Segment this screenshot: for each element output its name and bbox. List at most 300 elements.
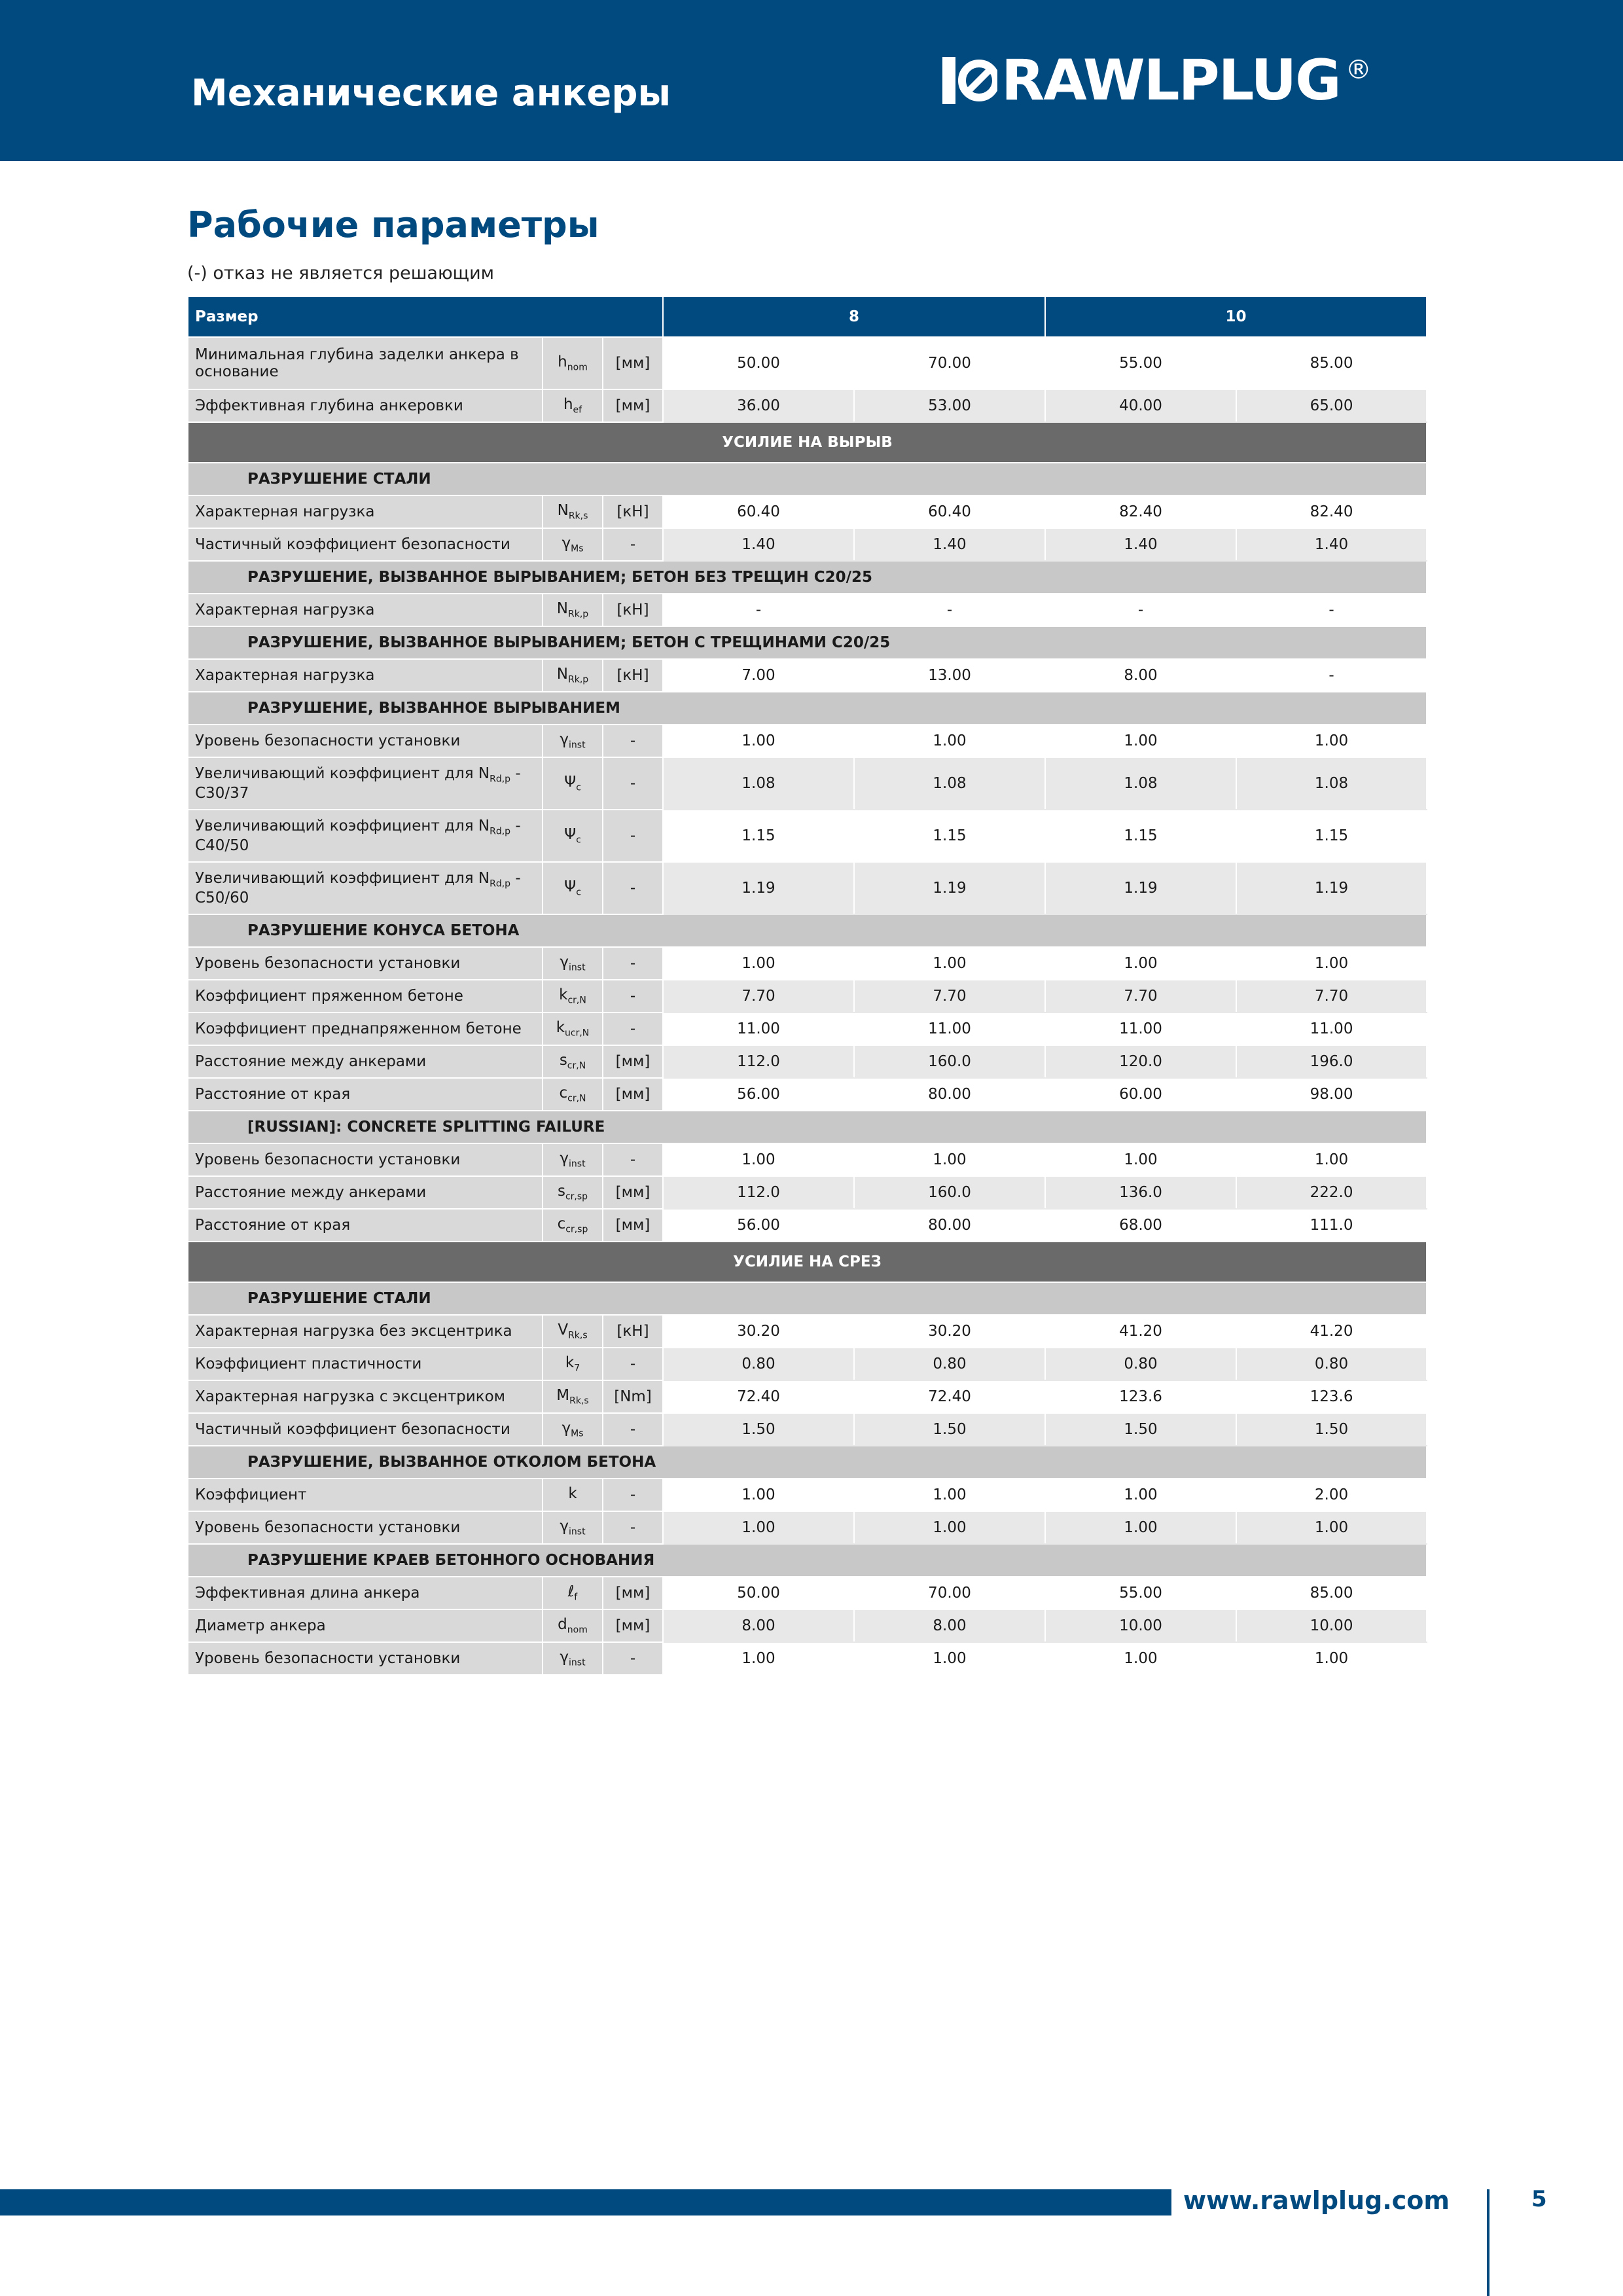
subsection-label: РАЗРУШЕНИЕ, ВЫЗВАННОЕ ВЫРЫВАНИЕМ; БЕТОН БЕЗ ТРЕЩИН C20/25 bbox=[188, 561, 1427, 594]
value-cell: 60.40 bbox=[854, 495, 1045, 528]
symbol-cell bbox=[543, 1209, 603, 1242]
unit-cell: - bbox=[603, 862, 663, 914]
parameter-label bbox=[188, 862, 543, 914]
section-header-row bbox=[188, 1242, 1427, 1282]
section-header-label: УСИЛИЕ НА СРЕЗ bbox=[188, 1242, 1427, 1282]
value-cell: 1.19 bbox=[1045, 862, 1236, 914]
value-cell: 80.00 bbox=[854, 1078, 1045, 1111]
symbol: c bbox=[557, 1215, 566, 1233]
value-cell: 30.20 bbox=[854, 1315, 1045, 1348]
value-cell: 1.00 bbox=[854, 1479, 1045, 1511]
parameter-subscript: Rd,p bbox=[490, 774, 511, 785]
legend-note: (-) отказ не является решающим bbox=[187, 263, 495, 283]
parameter-label bbox=[188, 337, 543, 389]
page-header bbox=[0, 0, 1623, 161]
value-cell: 1.00 bbox=[1045, 947, 1236, 980]
subsection-row bbox=[188, 692, 1427, 725]
symbol: γ bbox=[562, 1420, 571, 1437]
parameter-text: Частичный коэффициент безопасности bbox=[195, 536, 510, 553]
symbol: d bbox=[558, 1616, 567, 1634]
value-cell: 55.00 bbox=[1045, 337, 1236, 389]
value-cell: 82.40 bbox=[1236, 495, 1427, 528]
symbol-subscript: Rk,s bbox=[568, 511, 588, 522]
value-cell: 65.00 bbox=[1236, 389, 1427, 422]
value-cell: 1.40 bbox=[1236, 528, 1427, 561]
value-cell: 11.00 bbox=[663, 1013, 854, 1045]
symbol-subscript: Ms bbox=[571, 543, 584, 554]
value-cell: 55.00 bbox=[1045, 1577, 1236, 1609]
table-row bbox=[188, 1209, 1427, 1242]
symbol-cell bbox=[543, 495, 603, 528]
parameter-text: Минимальная глубина заделки анкера в основание bbox=[195, 346, 519, 380]
subsection-row bbox=[188, 914, 1427, 947]
subsection-row bbox=[188, 626, 1427, 659]
table-row bbox=[188, 947, 1427, 980]
value-cell: 70.00 bbox=[854, 1577, 1045, 1609]
value-cell: 1.15 bbox=[663, 810, 854, 862]
parameter-label bbox=[188, 1045, 543, 1078]
parameter-text: Коэффициент пластичности bbox=[195, 1355, 422, 1372]
parameter-text: Эффективная длина анкера bbox=[195, 1585, 420, 1602]
unit-cell: - bbox=[603, 1479, 663, 1511]
parameter-text: Уровень безопасности установки bbox=[195, 955, 461, 972]
value-cell: 1.00 bbox=[663, 1143, 854, 1176]
value-cell: 1.00 bbox=[1045, 725, 1236, 757]
value-cell: 1.15 bbox=[1236, 810, 1427, 862]
table-row bbox=[188, 1380, 1427, 1413]
brand-logo bbox=[942, 48, 1372, 113]
value-cell: 13.00 bbox=[854, 659, 1045, 692]
symbol-cell bbox=[543, 1315, 603, 1348]
symbol-cell bbox=[543, 862, 603, 914]
symbol-subscript: Rk,p bbox=[568, 674, 589, 685]
unit-cell: [мм] bbox=[603, 1577, 663, 1609]
registered-mark: ® bbox=[1345, 55, 1372, 85]
value-cell: 40.00 bbox=[1045, 389, 1236, 422]
symbol-cell bbox=[543, 1609, 603, 1642]
table-row bbox=[188, 862, 1427, 914]
unit-cell: [мм] bbox=[603, 1176, 663, 1209]
symbol-cell bbox=[543, 594, 603, 626]
symbol-subscript: Rk,s bbox=[568, 1330, 588, 1341]
value-cell: 36.00 bbox=[663, 389, 854, 422]
parameter-label bbox=[188, 1609, 543, 1642]
parameter-label bbox=[188, 1413, 543, 1446]
symbol-cell bbox=[543, 389, 603, 422]
value-cell: 72.40 bbox=[663, 1380, 854, 1413]
subsection-row bbox=[188, 1111, 1427, 1143]
symbol-subscript: cr,N bbox=[567, 995, 586, 1006]
subsection-label: РАЗРУШЕНИЕ КОНУСА БЕТОНА bbox=[188, 914, 1427, 947]
symbol-cell bbox=[543, 1348, 603, 1380]
symbol: N bbox=[556, 666, 569, 683]
symbol: ℓ bbox=[567, 1583, 575, 1601]
value-cell: 0.80 bbox=[663, 1348, 854, 1380]
section-title: Рабочие параметры bbox=[187, 204, 599, 245]
unit-cell: [кН] bbox=[603, 594, 663, 626]
value-cell: 160.0 bbox=[854, 1045, 1045, 1078]
value-cell: 8.00 bbox=[854, 1609, 1045, 1642]
value-cell: 7.70 bbox=[1045, 980, 1236, 1013]
value-cell: 60.00 bbox=[1045, 1078, 1236, 1111]
symbol-subscript: f bbox=[574, 1592, 578, 1603]
symbol: Ψ bbox=[564, 878, 577, 896]
value-cell: 1.08 bbox=[663, 757, 854, 810]
value-cell: 80.00 bbox=[854, 1209, 1045, 1242]
subsection-row bbox=[188, 463, 1427, 495]
table-row bbox=[188, 528, 1427, 561]
value-cell: 1.15 bbox=[1045, 810, 1236, 862]
symbol-cell bbox=[543, 528, 603, 561]
value-cell: 1.00 bbox=[854, 1143, 1045, 1176]
parameters-table bbox=[187, 296, 1427, 1676]
symbol-cell bbox=[543, 337, 603, 389]
unit-cell: - bbox=[603, 1013, 663, 1045]
subsection-label: РАЗРУШЕНИЕ СТАЛИ bbox=[188, 463, 1427, 495]
symbol: V bbox=[558, 1321, 569, 1339]
symbol-cell bbox=[543, 659, 603, 692]
table-row bbox=[188, 1642, 1427, 1675]
value-cell: - bbox=[1045, 594, 1236, 626]
value-cell: 10.00 bbox=[1236, 1609, 1427, 1642]
parameter-label bbox=[188, 659, 543, 692]
footer-bar bbox=[0, 2189, 1171, 2215]
symbol: γ bbox=[560, 1649, 569, 1666]
unit-cell: - bbox=[603, 1413, 663, 1446]
symbol-subscript: inst bbox=[569, 1657, 586, 1668]
symbol-cell bbox=[543, 1642, 603, 1675]
table-row bbox=[188, 495, 1427, 528]
value-cell: 0.80 bbox=[854, 1348, 1045, 1380]
footer-divider bbox=[1487, 2189, 1489, 2296]
value-cell: 72.40 bbox=[854, 1380, 1045, 1413]
parameter-text: Частичный коэффициент безопасности bbox=[195, 1421, 510, 1438]
value-cell: 1.50 bbox=[1045, 1413, 1236, 1446]
value-cell: 0.80 bbox=[1236, 1348, 1427, 1380]
table-row bbox=[188, 659, 1427, 692]
value-cell: 222.0 bbox=[1236, 1176, 1427, 1209]
value-cell: 53.00 bbox=[854, 389, 1045, 422]
table-row bbox=[188, 810, 1427, 862]
value-cell: 1.40 bbox=[663, 528, 854, 561]
footer-url[interactable]: www.rawlplug.com bbox=[1183, 2186, 1450, 2215]
symbol-cell bbox=[543, 1577, 603, 1609]
parameter-label bbox=[188, 1143, 543, 1176]
parameter-text: Характерная нагрузка bbox=[195, 667, 375, 684]
parameter-label bbox=[188, 1511, 543, 1544]
value-cell: 1.00 bbox=[1045, 1511, 1236, 1544]
unit-cell: - bbox=[603, 1642, 663, 1675]
parameter-text: Эффективная глубина анкеровки bbox=[195, 397, 463, 414]
unit-cell: [кН] bbox=[603, 1315, 663, 1348]
subsection-row bbox=[188, 1282, 1427, 1315]
value-cell: 60.40 bbox=[663, 495, 854, 528]
subsection-label: РАЗРУШЕНИЕ СТАЛИ bbox=[188, 1282, 1427, 1315]
value-cell: 1.00 bbox=[1236, 1511, 1427, 1544]
size-8-header: 8 bbox=[663, 296, 1045, 337]
parameter-label bbox=[188, 757, 543, 810]
value-cell: 1.00 bbox=[1236, 1143, 1427, 1176]
value-cell: 41.20 bbox=[1045, 1315, 1236, 1348]
symbol: M bbox=[556, 1387, 570, 1405]
parameter-label bbox=[188, 1078, 543, 1111]
table-row bbox=[188, 757, 1427, 810]
section-header-label: УСИЛИЕ НА ВЫРЫВ bbox=[188, 422, 1427, 463]
symbol-subscript: cr,sp bbox=[565, 1224, 588, 1235]
symbol-subscript: nom bbox=[567, 362, 588, 373]
parameter-text: Расстояние от края bbox=[195, 1217, 351, 1234]
value-cell: 41.20 bbox=[1236, 1315, 1427, 1348]
value-cell: 68.00 bbox=[1045, 1209, 1236, 1242]
value-cell: 111.0 bbox=[1236, 1209, 1427, 1242]
unit-cell: [мм] bbox=[603, 337, 663, 389]
parameter-text: Уровень безопасности установки bbox=[195, 1519, 461, 1536]
parameter-text: Расстояние между анкерами bbox=[195, 1184, 427, 1201]
symbol-subscript: 7 bbox=[574, 1363, 580, 1374]
subsection-row bbox=[188, 1446, 1427, 1479]
subsection-row bbox=[188, 561, 1427, 594]
symbol: h bbox=[558, 353, 567, 371]
value-cell: 1.00 bbox=[854, 1642, 1045, 1675]
table-row bbox=[188, 1013, 1427, 1045]
unit-cell: - bbox=[603, 947, 663, 980]
value-cell: - bbox=[1236, 594, 1427, 626]
subsection-label: [RUSSIAN]: CONCRETE SPLITTING FAILURE bbox=[188, 1111, 1427, 1143]
table-row bbox=[188, 980, 1427, 1013]
symbol-subscript: c bbox=[576, 782, 581, 793]
parameter-label bbox=[188, 1013, 543, 1045]
logo-wordmark: RAWLPLUG bbox=[1001, 48, 1340, 113]
unit-cell: - bbox=[603, 1511, 663, 1544]
value-cell: 1.08 bbox=[1236, 757, 1427, 810]
value-cell: 56.00 bbox=[663, 1078, 854, 1111]
parameter-label bbox=[188, 980, 543, 1013]
parameter-label bbox=[188, 1479, 543, 1511]
symbol-cell bbox=[543, 757, 603, 810]
value-cell: 1.00 bbox=[854, 1511, 1045, 1544]
table-row bbox=[188, 1413, 1427, 1446]
value-cell: 1.50 bbox=[854, 1413, 1045, 1446]
symbol-cell bbox=[543, 1413, 603, 1446]
symbol-cell bbox=[543, 1176, 603, 1209]
logo-mark-icon bbox=[942, 53, 997, 108]
unit-cell: [мм] bbox=[603, 1045, 663, 1078]
value-cell: 2.00 bbox=[1236, 1479, 1427, 1511]
value-cell: 7.70 bbox=[1236, 980, 1427, 1013]
parameter-label bbox=[188, 947, 543, 980]
value-cell: - bbox=[1236, 659, 1427, 692]
value-cell: 1.00 bbox=[1236, 1642, 1427, 1675]
value-cell: - bbox=[663, 594, 854, 626]
value-cell: 8.00 bbox=[663, 1609, 854, 1642]
value-cell: 7.70 bbox=[854, 980, 1045, 1013]
value-cell: 50.00 bbox=[663, 1577, 854, 1609]
value-cell: 1.00 bbox=[854, 947, 1045, 980]
parameter-text: Уровень безопасности установки bbox=[195, 732, 461, 749]
value-cell: 160.0 bbox=[854, 1176, 1045, 1209]
value-cell: 0.80 bbox=[1045, 1348, 1236, 1380]
parameter-text: Коэффициент преднапряженном бетоне bbox=[195, 1020, 522, 1037]
parameter-label bbox=[188, 495, 543, 528]
value-cell: 70.00 bbox=[854, 337, 1045, 389]
value-cell: 1.00 bbox=[854, 725, 1045, 757]
table-row bbox=[188, 1479, 1427, 1511]
value-cell: 123.6 bbox=[1236, 1380, 1427, 1413]
value-cell: 120.0 bbox=[1045, 1045, 1236, 1078]
value-cell: 1.00 bbox=[663, 1479, 854, 1511]
symbol-subscript: inst bbox=[569, 1526, 586, 1537]
parameter-label bbox=[188, 810, 543, 862]
table-row bbox=[188, 337, 1427, 389]
symbol: γ bbox=[560, 731, 569, 749]
symbol-subscript: ef bbox=[573, 404, 582, 416]
parameter-text: Расстояние между анкерами bbox=[195, 1053, 427, 1070]
subsection-row bbox=[188, 1544, 1427, 1577]
parameter-subscript: Rd,p bbox=[490, 878, 511, 889]
symbol: h bbox=[563, 396, 573, 414]
subsection-label: РАЗРУШЕНИЕ, ВЫЗВАННОЕ ВЫРЫВАНИЕМ bbox=[188, 692, 1427, 725]
symbol: N bbox=[557, 502, 569, 520]
symbol: c bbox=[559, 1085, 568, 1102]
symbol-cell bbox=[543, 1013, 603, 1045]
value-cell: 7.00 bbox=[663, 659, 854, 692]
value-cell: 136.0 bbox=[1045, 1176, 1236, 1209]
parameter-label bbox=[188, 725, 543, 757]
value-cell: 85.00 bbox=[1236, 337, 1427, 389]
unit-cell: [мм] bbox=[603, 1209, 663, 1242]
symbol-subscript: Rk,p bbox=[568, 609, 589, 620]
symbol-cell bbox=[543, 1143, 603, 1176]
unit-cell: - bbox=[603, 1143, 663, 1176]
unit-cell: [мм] bbox=[603, 389, 663, 422]
symbol: γ bbox=[560, 1150, 569, 1168]
parameter-text: Расстояние от края bbox=[195, 1086, 351, 1103]
parameter-label bbox=[188, 1642, 543, 1675]
symbol-cell bbox=[543, 810, 603, 862]
table-row bbox=[188, 1511, 1427, 1544]
unit-cell: - bbox=[603, 1348, 663, 1380]
table-row bbox=[188, 389, 1427, 422]
table-row bbox=[188, 1577, 1427, 1609]
symbol: γ bbox=[562, 535, 571, 552]
unit-cell: [кН] bbox=[603, 659, 663, 692]
value-cell: 1.00 bbox=[1045, 1143, 1236, 1176]
value-cell: 1.40 bbox=[1045, 528, 1236, 561]
table-row bbox=[188, 1176, 1427, 1209]
value-cell: 7.70 bbox=[663, 980, 854, 1013]
value-cell: 1.50 bbox=[1236, 1413, 1427, 1446]
parameter-label bbox=[188, 1380, 543, 1413]
symbol: γ bbox=[560, 1518, 569, 1535]
value-cell: 82.40 bbox=[1045, 495, 1236, 528]
parameter-text: Уровень безопасности установки bbox=[195, 1650, 461, 1667]
symbol-cell bbox=[543, 947, 603, 980]
value-cell: 1.00 bbox=[663, 1511, 854, 1544]
value-cell: 1.00 bbox=[663, 947, 854, 980]
parameter-text: Коэффициент пряженном бетоне bbox=[195, 988, 463, 1005]
symbol: k bbox=[559, 986, 568, 1004]
value-cell: 196.0 bbox=[1236, 1045, 1427, 1078]
value-cell: 1.19 bbox=[854, 862, 1045, 914]
symbol-cell bbox=[543, 1045, 603, 1078]
parameter-label bbox=[188, 1348, 543, 1380]
symbol: N bbox=[556, 600, 569, 618]
parameter-text: Диаметр анкера bbox=[195, 1617, 326, 1634]
unit-cell: - bbox=[603, 528, 663, 561]
parameter-text: Характерная нагрузка bbox=[195, 503, 375, 520]
value-cell: 30.20 bbox=[663, 1315, 854, 1348]
parameter-tail: - C40/50 bbox=[195, 817, 521, 854]
value-cell: 123.6 bbox=[1045, 1380, 1236, 1413]
unit-cell: - bbox=[603, 725, 663, 757]
parameter-text: Увеличивающий коэффициент для N bbox=[195, 765, 490, 783]
symbol-cell bbox=[543, 1078, 603, 1111]
value-cell: 50.00 bbox=[663, 337, 854, 389]
table-row bbox=[188, 1078, 1427, 1111]
parameter-text: Уровень безопасности установки bbox=[195, 1151, 461, 1168]
symbol-subscript: ucr,N bbox=[565, 1028, 590, 1039]
symbol-subscript: cr,sp bbox=[565, 1191, 588, 1202]
symbol-subscript: c bbox=[576, 887, 581, 898]
symbol: s bbox=[557, 1183, 565, 1200]
value-cell: 10.00 bbox=[1045, 1609, 1236, 1642]
value-cell: 56.00 bbox=[663, 1209, 854, 1242]
symbol-subscript: c bbox=[576, 834, 581, 846]
unit-cell: [мм] bbox=[603, 1609, 663, 1642]
table-row bbox=[188, 1143, 1427, 1176]
subsection-label: РАЗРУШЕНИЕ КРАЕВ БЕТОННОГО ОСНОВАНИЯ bbox=[188, 1544, 1427, 1577]
subsection-label: РАЗРУШЕНИЕ, ВЫЗВАННОЕ ОТКОЛОМ БЕТОНА bbox=[188, 1446, 1427, 1479]
symbol-cell bbox=[543, 1380, 603, 1413]
symbol: s bbox=[559, 1052, 567, 1069]
value-cell: 1.08 bbox=[854, 757, 1045, 810]
value-cell: 1.00 bbox=[1045, 1479, 1236, 1511]
parameter-text: Характерная нагрузка с эксцентриком bbox=[195, 1388, 506, 1405]
symbol: Ψ bbox=[564, 774, 577, 791]
parameter-text: Характерная нагрузка без эксцентрика bbox=[195, 1323, 512, 1340]
value-cell: 8.00 bbox=[1045, 659, 1236, 692]
symbol-cell bbox=[543, 725, 603, 757]
symbol-subscript: cr,N bbox=[567, 1060, 586, 1071]
value-cell: 1.15 bbox=[854, 810, 1045, 862]
table-row bbox=[188, 1609, 1427, 1642]
unit-cell: [мм] bbox=[603, 1078, 663, 1111]
symbol: k bbox=[568, 1485, 577, 1503]
parameter-tail: - C50/60 bbox=[195, 870, 521, 906]
parameter-label bbox=[188, 528, 543, 561]
parameter-label bbox=[188, 1209, 543, 1242]
unit-cell: - bbox=[603, 980, 663, 1013]
value-cell: 1.50 bbox=[663, 1413, 854, 1446]
symbol-cell bbox=[543, 980, 603, 1013]
unit-cell: - bbox=[603, 757, 663, 810]
table-row bbox=[188, 594, 1427, 626]
value-cell: 112.0 bbox=[663, 1176, 854, 1209]
parameter-text: Характерная нагрузка bbox=[195, 601, 375, 619]
symbol: k bbox=[565, 1354, 575, 1372]
parameter-tail: - C30/37 bbox=[195, 765, 521, 802]
value-cell: 11.00 bbox=[1045, 1013, 1236, 1045]
value-cell: 1.00 bbox=[1045, 1642, 1236, 1675]
header-title: Механические анкеры bbox=[191, 72, 671, 115]
value-cell: 11.00 bbox=[854, 1013, 1045, 1045]
value-cell: 98.00 bbox=[1236, 1078, 1427, 1111]
symbol-subscript: inst bbox=[569, 1158, 586, 1170]
symbol-subscript: Ms bbox=[571, 1428, 584, 1439]
parameter-text: Коэффициент bbox=[195, 1486, 307, 1503]
table-row bbox=[188, 1348, 1427, 1380]
value-cell: 1.00 bbox=[1236, 725, 1427, 757]
